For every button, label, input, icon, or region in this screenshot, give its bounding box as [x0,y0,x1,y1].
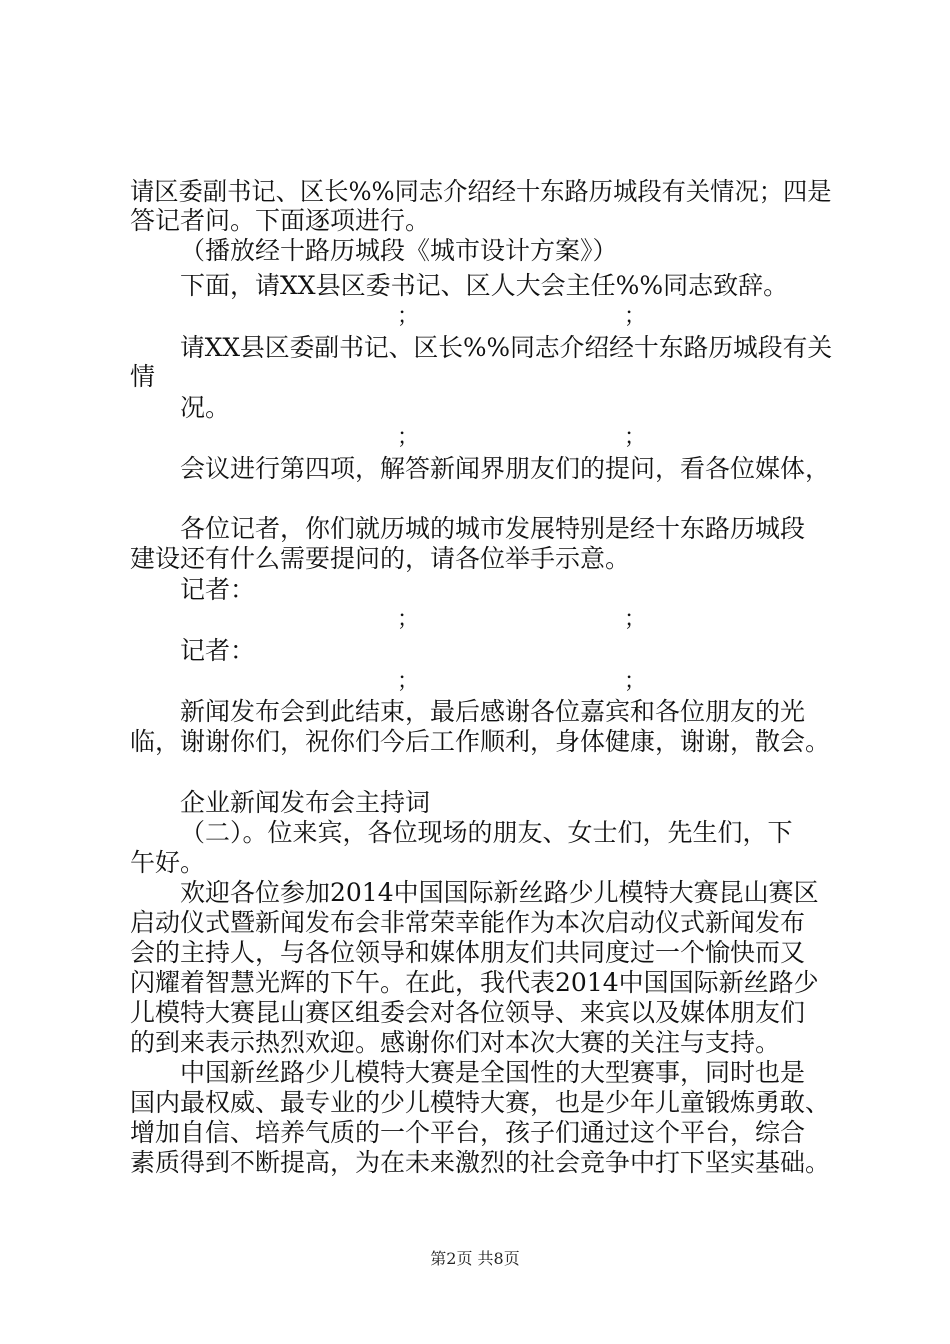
semicolon-mark: ； [397,669,420,694]
semicolon-mark: ； [624,425,647,450]
semicolon-mark: ； [624,607,647,632]
text-line: 答记者问。下面逐项进行。 [130,206,431,235]
text-line: 记者： [180,636,256,665]
semicolon-mark: ； [624,304,647,329]
text-line: 临，谢谢你们，祝你们今后工作顺利，身体健康，谢谢，散会。 [130,727,831,756]
text-line: 国内最权威、最专业的少儿模特大赛，也是少年儿童锻炼勇敢、 [130,1088,831,1117]
text-line: 下面，请XX县区委书记、区人大会主任%%同志致辞。 [180,271,789,300]
text-line: （播放经十路历城段《城市设计方案》） [180,236,618,265]
text-line: 情 [130,362,156,391]
page-footer: 第2页 共8页 [430,1249,520,1268]
semicolon-mark: ； [397,304,420,329]
text-line: 请区委副书记、区长%%同志介绍经十东路历城段有关情况；四是 [130,177,832,206]
text-line: 会的主持人，与各位领导和媒体朋友们共同度过一个愉快而又 [130,938,806,967]
text-line: 闪耀着智慧光辉的下午。在此，我代表2014中国国际新丝路少 [130,968,819,997]
section-title: 企业新闻发布会主持词 [180,788,431,817]
text-line: 记者： [180,575,256,604]
text-line: 的到来表示热烈欢迎。感谢你们对本次大赛的关注与支持。 [130,1028,781,1057]
semicolon-mark: ； [397,607,420,632]
semicolon-mark: ； [397,425,420,450]
text-line: 启动仪式暨新闻发布会非常荣幸能作为本次启动仪式新闻发布 [130,908,806,937]
semicolon-mark: ； [624,669,647,694]
text-line: 中国新丝路少儿模特大赛是全国性的大型赛事，同时也是 [180,1058,806,1087]
text-line: 午好。 [130,848,206,877]
text-line: 建设还有什么需要提问的，请各位举手示意。 [130,544,631,573]
text-line: 新闻发布会到此结束，最后感谢各位嘉宾和各位朋友的光 [180,697,806,726]
text-line: 请XX县区委副书记、区长%%同志介绍经十东路历城段有关 [180,333,833,362]
text-line: 欢迎各位参加2014中国国际新丝路少儿模特大赛昆山赛区 [180,878,819,907]
text-line: 况。 [180,393,231,422]
text-line: 会议进行第四项，解答新闻界朋友们的提问，看各位媒体， [180,454,831,483]
text-line: （二）。位来宾，各位现场的朋友、女士们，先生们，下 [180,818,793,847]
text-line: 增加自信、培养气质的一个平台，孩子们通过这个平台，综合 [130,1118,806,1147]
text-line: 各位记者，你们就历城的城市发展特别是经十东路历城段 [180,514,806,543]
text-line: 素质得到不断提高，为在未来激烈的社会竞争中打下坚实基础。 [130,1148,831,1177]
text-line: 儿模特大赛昆山赛区组委会对各位领导、来宾以及媒体朋友们 [130,998,806,1027]
